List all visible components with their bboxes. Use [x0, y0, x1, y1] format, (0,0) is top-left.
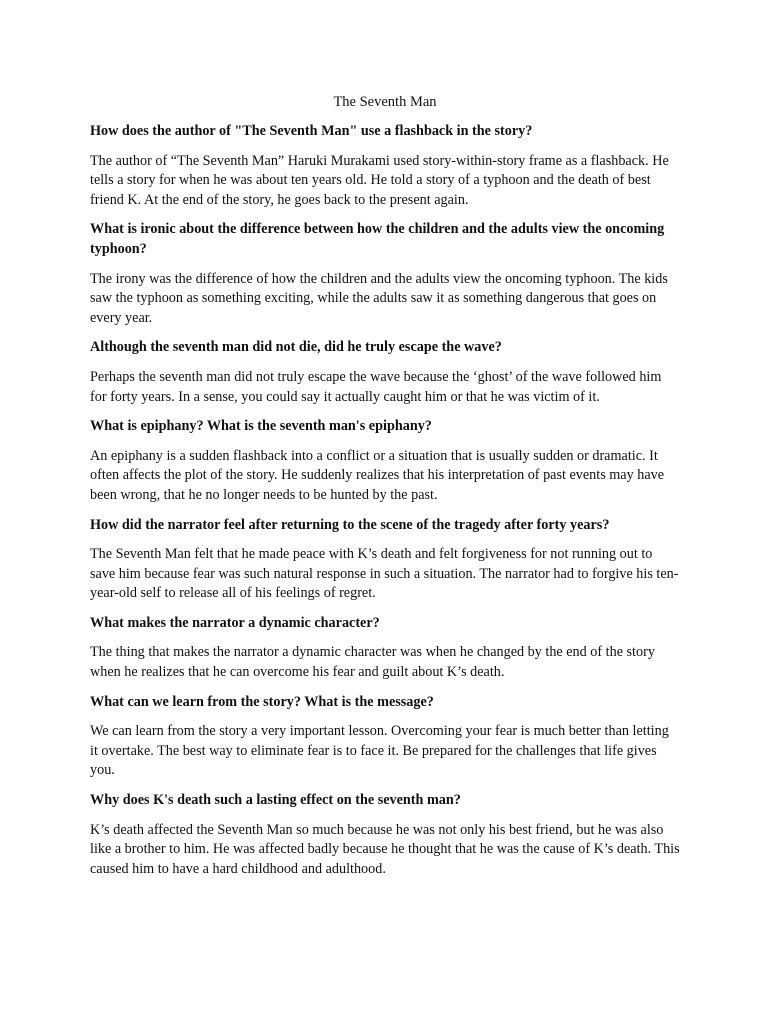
qa-item-6 [90, 614, 680, 683]
question-8: Why does K's death such a lasting effect on the seventh man? [90, 792, 461, 809]
answer-8: K’s death affected the Seventh Man so much because he was not only his best friend, but he was also like a brother to him. He was affected badly because he thought that he was the cause of K’s death. This caused him to have a hard childhood and adulthood. [90, 821, 680, 877]
qa-item-4 [90, 417, 680, 505]
qa-item-2 [90, 220, 680, 328]
answer-5: The Seventh Man felt that he made peace with K’s death and felt forgiveness for not running out to save him because fear was such natural response in such a situation. The narrator had to forgive his ten-year-old self to release all of his feelings of regret. [90, 546, 679, 602]
question-7: What can we learn from the story? What is the message? [90, 693, 434, 710]
qa-item-3 [90, 338, 680, 407]
page-title: The Seventh Man [333, 94, 437, 110]
question-4: What is epiphany? What is the seventh man's epiphany? [90, 418, 432, 435]
question-6: What makes the narrator a dynamic character? [90, 614, 380, 631]
answer-3: Perhaps the seventh man did not truly escape the wave because the ‘ghost’ of the wave followed him for forty years. In a sense, you could say it actually caught him or that he was victim of it. [90, 368, 662, 405]
qa-item-8 [90, 791, 680, 879]
document-page [90, 92, 680, 889]
question-5: How did the narrator feel after returning to the scene of the tragedy after forty years? [90, 516, 610, 533]
qa-item-1 [90, 122, 680, 210]
answer-4: An epiphany is a sudden flashback into a conflict or a situation that is usually sudden or dramatic. It often affects the plot of the story. He suddenly realizes that his interpretation of past events may have been wrong, that he no longer needs to be hunted by the past. [90, 447, 665, 503]
question-3: Although the seventh man did not die, did he truly escape the wave? [90, 339, 502, 356]
answer-6: The thing that makes the narrator a dynamic character was when he changed by the end of the story when he realizes that he can overcome his fear and guilt about K’s death. [90, 644, 655, 681]
question-2: What is ironic about the difference between how the children and the adults view the oncoming typhoon? [90, 221, 665, 257]
answer-2: The irony was the difference of how the children and the adults view the oncoming typhoon. The kids saw the typhoon as something exciting, while the adults saw it as something dangerous that goes on every year. [90, 270, 668, 326]
answer-1: The author of “The Seventh Man” Haruki Murakami used story-within-story frame as a flashback. He tells a story for when he was about ten years old. He told a story of a typhoon and the death of best friend K. At the end of the story, he goes back to the present again. [90, 152, 669, 208]
question-1: How does the author of "The Seventh Man" use a flashback in the story? [90, 123, 533, 139]
qa-item-7 [90, 693, 680, 781]
qa-item-5 [90, 516, 680, 604]
answer-7: We can learn from the story a very important lesson. Overcoming your fear is much better than letting it overtake. The best way to eliminate fear is to face it. Be prepared for the challenges that life gives you. [90, 723, 669, 779]
